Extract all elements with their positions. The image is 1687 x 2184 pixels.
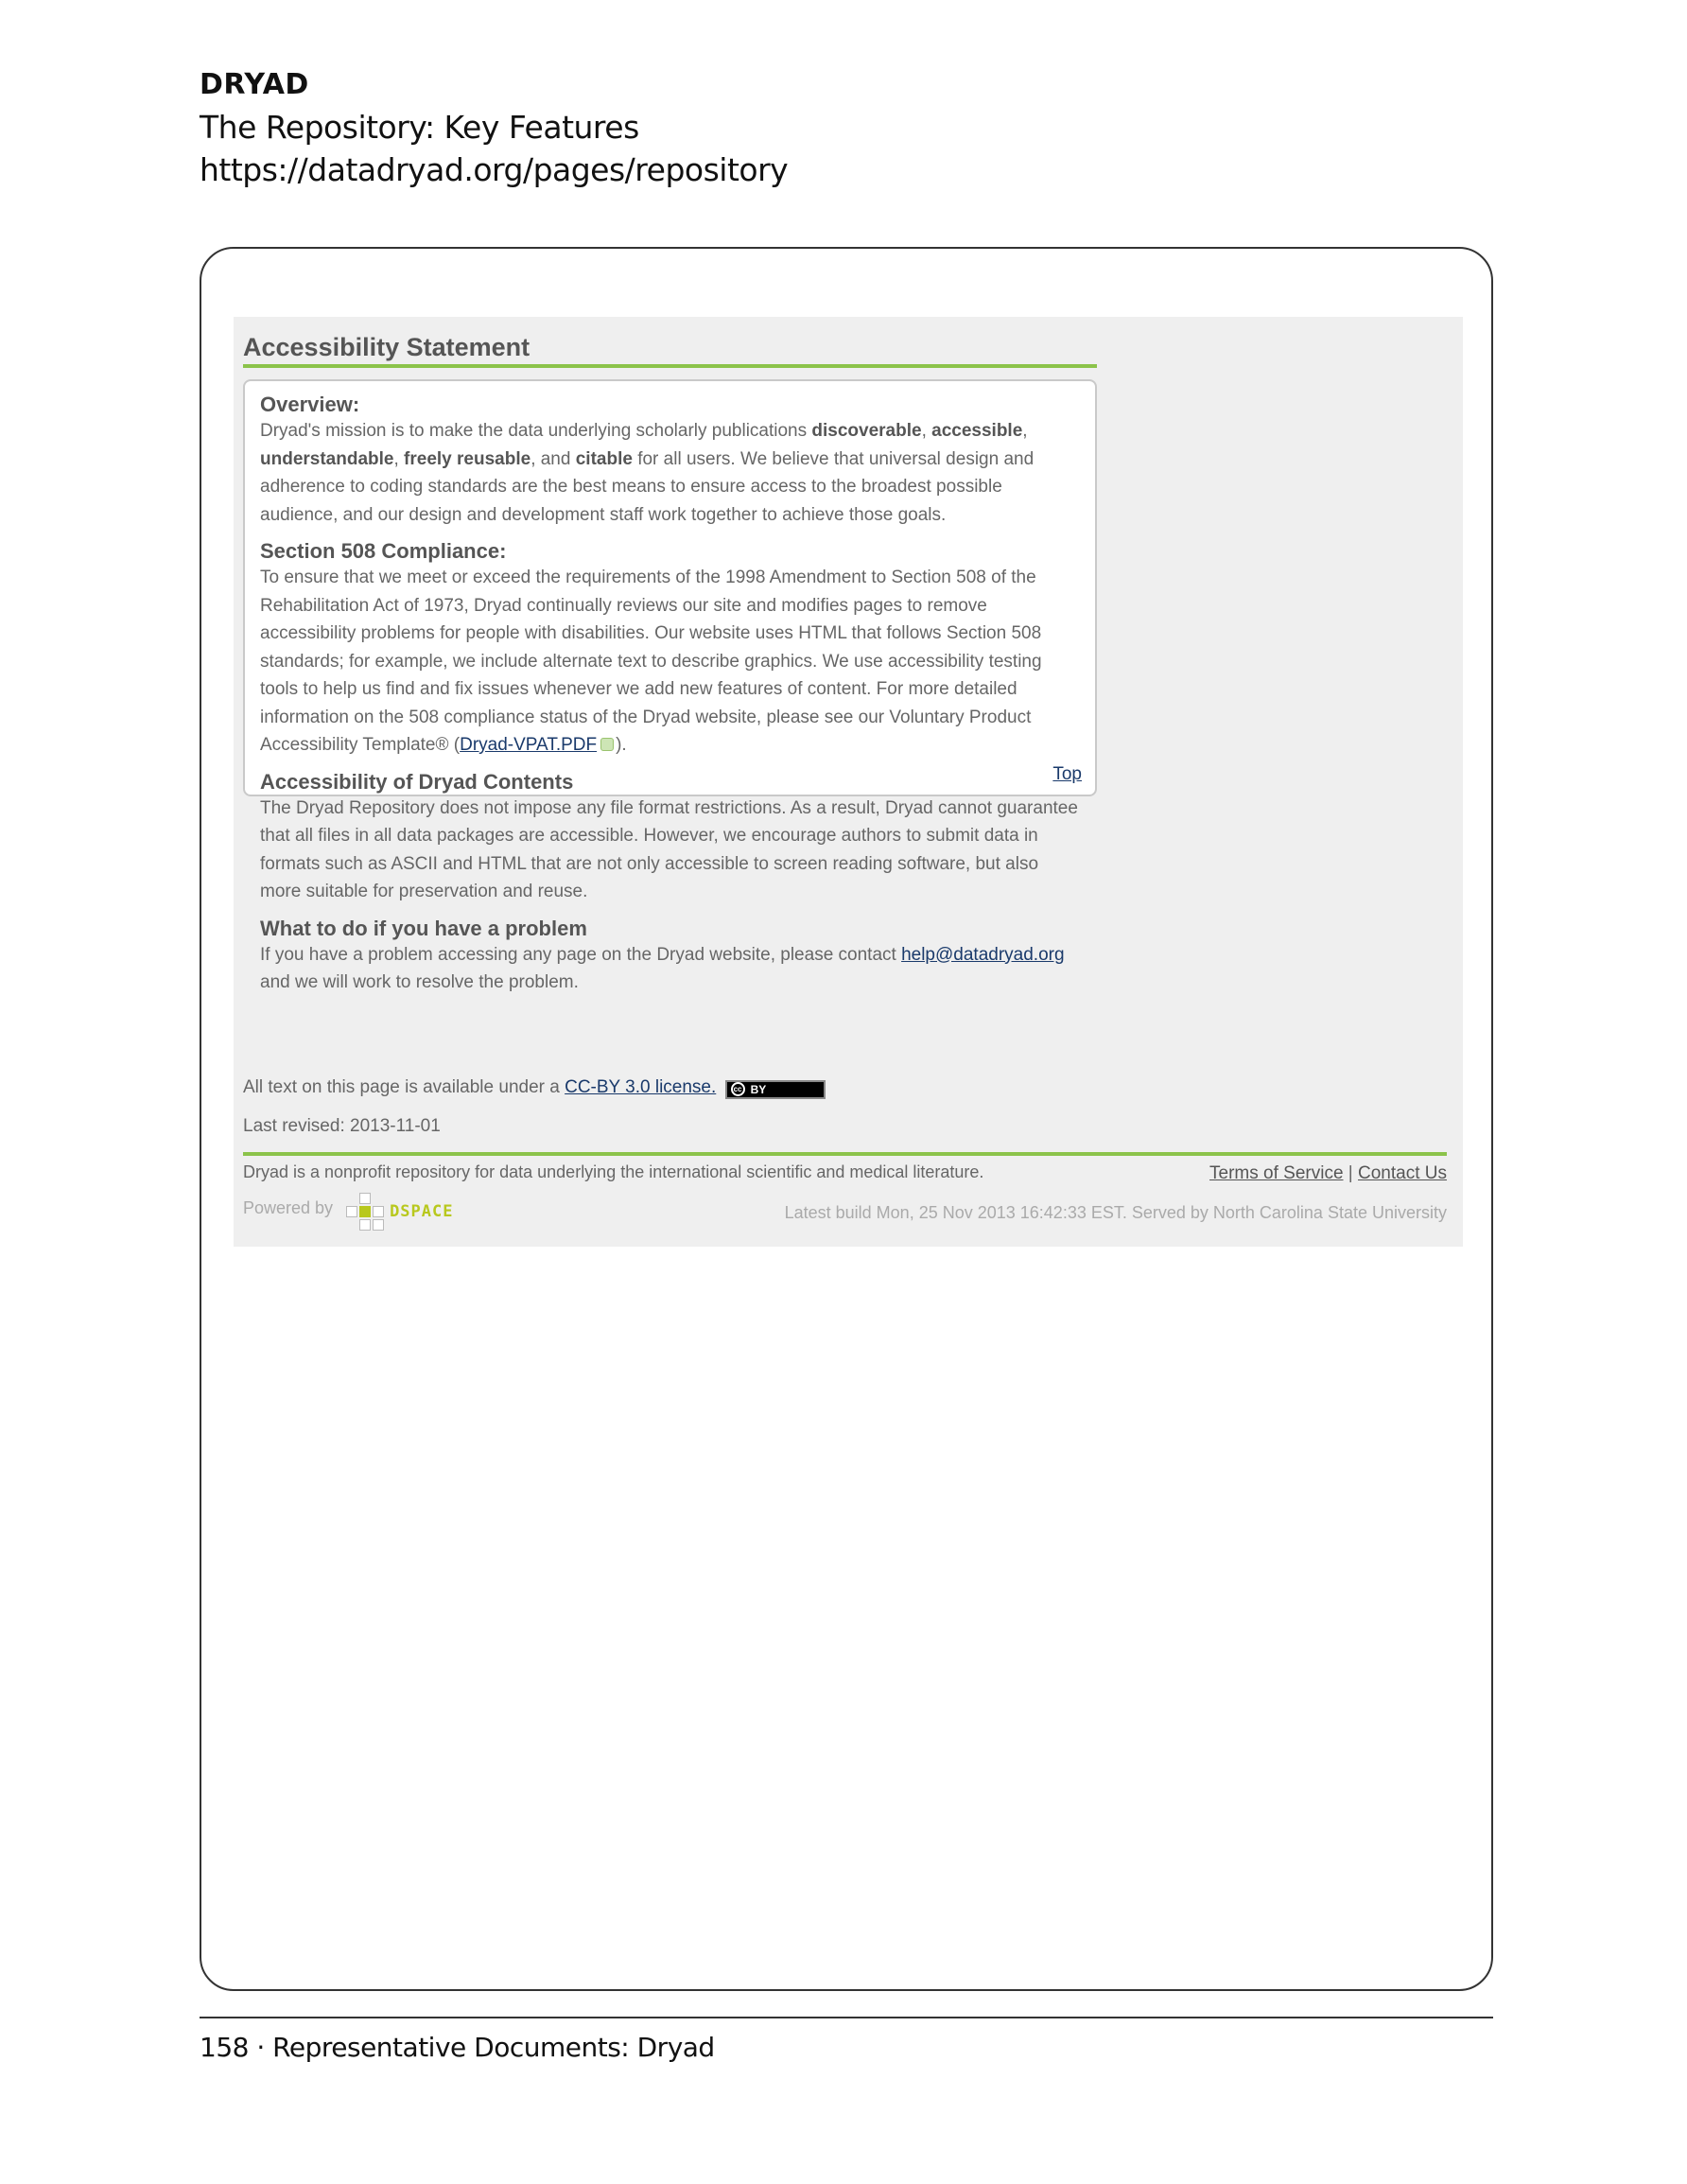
footer-separator: | [1348, 1163, 1353, 1183]
top-link[interactable]: Top [1052, 764, 1082, 784]
problem-body: If you have a problem accessing any page on the Dryad website, please contact help@datadryad.org and we will work to resolve the problem. [260, 944, 1065, 992]
build-info: Latest build Mon, 25 Nov 2013 16:42:33 EST. Served by North Carolina State University [784, 1203, 1447, 1222]
contents-heading: Accessibility of Dryad Contents [260, 769, 574, 794]
pdf-icon [600, 738, 614, 751]
dspace-logo[interactable] [346, 1193, 453, 1231]
cc-by-badge-icon[interactable]: cc BY [725, 1080, 826, 1099]
footer-label: Representative Documents: Dryad [272, 2032, 715, 2063]
document-header [200, 68, 788, 188]
document-url: https://datadryad.org/pages/repository [200, 151, 789, 188]
page-number: 158 [200, 2032, 249, 2063]
dspace-grid-icon [346, 1193, 384, 1231]
problem-heading: What to do if you have a problem [260, 916, 587, 940]
powered-by [243, 1198, 453, 1231]
overview-heading: Overview: [260, 393, 360, 416]
contents-body: The Dryad Repository does not impose any file format restrictions. As a result, Dryad cannot guarantee that all files in all data packages are accessible. However, we encourage authors to submit data in formats such as ASCII and HTML that are not only accessible to screen reading software, but also more suitable for preservation and reuse. [260, 797, 1078, 901]
footer-description: Dryad is a nonprofit repository for data underlying the international scientific and medical literature. [243, 1162, 984, 1181]
page-footer-rule [200, 2017, 1493, 2018]
brand-label: DRYAD [200, 68, 309, 101]
footer-divider [243, 1152, 1447, 1156]
section-508-body: To ensure that we meet or exceed the requirements of the 1998 Amendment to Section 508 of the Rehabilitation Act of 1973, Dryad continually reviews our site and modifies pages to remove accessibility problems for people with disabilities. Our website uses HTML that follows Section 508 standards; for example, we include alternate text to describe graphics. We use accessibility testing tools to help us find and fix issues whenever we add new features of content. For more detailed information on the 508 compliance status of the Dryad website, please see our Voluntary Product Accessibility Template® (Dryad-VPAT.PDF ). [260, 568, 1042, 755]
vpat-pdf-link[interactable]: Dryad-VPAT.PDF [460, 735, 598, 755]
cc-license-link[interactable]: CC-BY 3.0 license. [565, 1077, 717, 1097]
overview-body: Dryad's mission is to make the data underlying scholarly publications discoverable, accessible, understandable, freely reusable, and citable for all users. We believe that universal design and adherence to coding standards are the best means to ensure access to the broadest possible audience, and our design and development staff work together to achieve those goals. [260, 421, 1035, 525]
footer-links [1209, 1163, 1447, 1184]
section-508-heading: Section 508 Compliance: [260, 539, 507, 563]
content-panel [243, 379, 1097, 992]
dspace-wordmark: DSPACE [390, 1202, 454, 1221]
page-title: Accessibility Statement [243, 333, 530, 361]
license-line: All text on this page is available under a CC-BY 3.0 license. cc BY [243, 1077, 826, 1099]
page-footer [200, 2032, 715, 2063]
last-revised: Last revised: 2013-11-01 [243, 1116, 441, 1136]
contact-us-link[interactable]: Contact Us [1358, 1163, 1447, 1183]
web-page-screenshot [234, 317, 1463, 1247]
document-title: The Repository: Key Features [200, 109, 639, 146]
terms-of-service-link[interactable]: Terms of Service [1209, 1163, 1344, 1183]
heading-divider [243, 364, 1097, 368]
help-email-link[interactable]: help@datadryad.org [901, 944, 1065, 965]
powered-by-label: Powered by [243, 1198, 334, 1217]
footer-dot: · [256, 2032, 265, 2063]
